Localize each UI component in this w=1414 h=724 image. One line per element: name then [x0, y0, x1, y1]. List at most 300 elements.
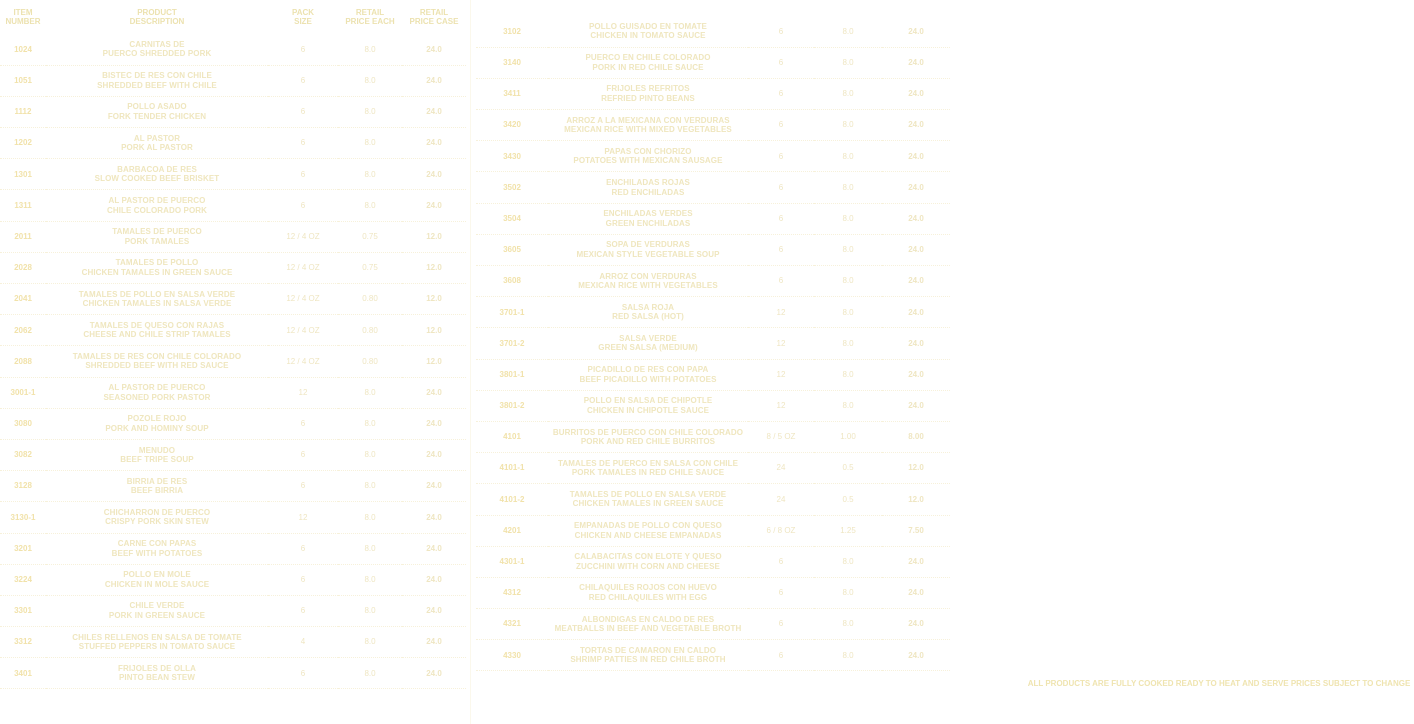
item-number: 4301-1 [476, 546, 548, 577]
product-name-spanish: TAMALES DE POLLO EN SALSA VERDE [569, 489, 727, 499]
product-name-spanish: TAMALES DE POLLO EN SALSA VERDE [78, 289, 236, 299]
pack-size: 6 [268, 159, 338, 190]
product-name-english: CHICKEN TAMALES IN GREEN SAUCE [81, 267, 233, 277]
pack-size: 6 [748, 546, 814, 577]
pack-size: 6 [268, 65, 338, 96]
left-price-table [0, 0, 466, 689]
product-name-english: REFRIED PINTO BEANS [601, 93, 695, 103]
pack-size: 4 [268, 627, 338, 658]
item-number: 4312 [476, 577, 548, 608]
price-each: 0.5 [814, 484, 882, 515]
table-row [0, 502, 466, 533]
pack-size: 6 [268, 533, 338, 564]
pack-size: 6 [748, 266, 814, 297]
product-name-english: PORK AL PASTOR [121, 143, 193, 153]
product-name-spanish: POLLO EN SALSA DE CHIPOTLE [583, 396, 713, 406]
table-row [0, 284, 466, 315]
product-name-spanish: ENCHILADAS VERDES [603, 209, 693, 219]
product-name-spanish: ARROZ A LA MEXICANA CON VERDURAS [566, 115, 730, 125]
item-number: 3140 [476, 47, 548, 78]
price-each: 8.0 [814, 640, 882, 671]
price-each: 8.0 [814, 234, 882, 265]
price-case: 24.0 [402, 96, 466, 127]
price-each: 0.75 [338, 221, 402, 252]
item-number: 3102 [476, 16, 548, 47]
table-row [476, 141, 950, 172]
product-name-spanish: ARROZ CON VERDURAS [599, 271, 697, 281]
price-case: 24.0 [882, 203, 950, 234]
product-name-spanish: BISTEC DE RES CON CHILE [102, 71, 212, 81]
product-description [548, 110, 748, 141]
price-case: 24.0 [402, 533, 466, 564]
product-name-spanish: SALSA VERDE [619, 333, 677, 343]
header-pack-size: PACK SIZE [291, 8, 315, 26]
table-row [0, 471, 466, 502]
product-name-spanish: EMPANADAS DE POLLO CON QUESO [574, 521, 722, 531]
product-description [548, 297, 748, 328]
table-row [0, 190, 466, 221]
item-number: 3128 [0, 471, 46, 502]
price-each: 8.0 [814, 110, 882, 141]
product-description [548, 359, 748, 390]
product-name-spanish: AL PASTOR DE PUERCO [108, 196, 206, 206]
pack-size: 12 / 4 OZ [268, 284, 338, 315]
price-case: 12.0 [402, 284, 466, 315]
table-row [0, 658, 466, 689]
price-each: 8.0 [338, 96, 402, 127]
price-each: 8.0 [338, 159, 402, 190]
product-name-spanish: BURRITOS DE PUERCO CON CHILE COLORADO [552, 427, 744, 437]
price-case: 7.50 [882, 515, 950, 546]
price-case: 12.0 [402, 252, 466, 283]
item-number: 1051 [0, 65, 46, 96]
table-row [476, 577, 950, 608]
price-each: 8.0 [814, 577, 882, 608]
item-number: 2088 [0, 346, 46, 377]
price-case: 24.0 [402, 34, 466, 65]
product-name-spanish: CARNITAS DE [129, 39, 185, 49]
product-description [548, 203, 748, 234]
product-name-english: STUFFED PEPPERS IN TOMATO SAUCE [78, 642, 236, 652]
price-each: 1.25 [814, 515, 882, 546]
product-description [548, 78, 748, 109]
pack-size: 6 [748, 141, 814, 172]
product-name-spanish: BARBACOA DE RES [117, 164, 197, 174]
table-row [0, 252, 466, 283]
item-number: 1311 [0, 190, 46, 221]
price-each: 0.5 [814, 453, 882, 484]
product-name-english: BEEF WITH POTATOES [111, 548, 203, 558]
product-name-spanish: CARNE CON PAPAS [117, 539, 197, 549]
price-each: 8.0 [338, 34, 402, 65]
product-description [46, 252, 268, 283]
product-description [46, 284, 268, 315]
price-each: 8.0 [338, 65, 402, 96]
right-price-table [476, 16, 950, 671]
price-each: 8.0 [338, 439, 402, 470]
price-case: 24.0 [402, 377, 466, 408]
table-row [0, 315, 466, 346]
product-name-spanish: POZOLE ROJO [127, 414, 187, 424]
pack-size: 6 [748, 172, 814, 203]
product-name-english: CHICKEN IN MOLE SAUCE [104, 579, 210, 589]
table-row [0, 34, 466, 65]
pack-size: 6 / 8 OZ [748, 515, 814, 546]
product-description [548, 640, 748, 671]
item-number: 2041 [0, 284, 46, 315]
price-each: 8.0 [814, 141, 882, 172]
price-case: 12.0 [402, 315, 466, 346]
pack-size: 24 [748, 453, 814, 484]
table-row [0, 65, 466, 96]
table-row [476, 47, 950, 78]
item-number: 3001-1 [0, 377, 46, 408]
price-each: 1.00 [814, 421, 882, 452]
product-name-english: PORK TAMALES [124, 236, 190, 246]
table-row [476, 266, 950, 297]
product-name-english: BEEF TRIPE SOUP [120, 455, 194, 465]
product-name-spanish: BIRRIA DE RES [126, 476, 188, 486]
price-each: 8.0 [814, 203, 882, 234]
product-description [548, 234, 748, 265]
item-number: 3312 [0, 627, 46, 658]
item-number: 4330 [476, 640, 548, 671]
product-description [548, 16, 748, 47]
item-number: 2028 [0, 252, 46, 283]
pack-size: 6 [268, 408, 338, 439]
price-case: 24.0 [882, 47, 950, 78]
product-name-english: CHICKEN IN TOMATO SAUCE [590, 31, 706, 41]
pack-size: 12 [748, 328, 814, 359]
price-case: 24.0 [402, 159, 466, 190]
table-row [0, 627, 466, 658]
header-retail-price-each: RETAIL PRICE EACH [345, 8, 395, 26]
item-number: 3605 [476, 234, 548, 265]
item-number: 3608 [476, 266, 548, 297]
item-number: 3301 [0, 595, 46, 626]
price-case: 24.0 [402, 658, 466, 689]
header-retail-price-case: RETAIL PRICE CASE [409, 8, 459, 26]
pack-size: 12 / 4 OZ [268, 315, 338, 346]
product-name-english: GREEN ENCHILADAS [605, 218, 691, 228]
product-name-english: CHICKEN TAMALES IN GREEN SAUCE [572, 499, 724, 509]
item-number: 3420 [476, 110, 548, 141]
item-number: 3502 [476, 172, 548, 203]
product-name-spanish: FRIJOLES REFRITOS [606, 84, 690, 94]
table-row [0, 533, 466, 564]
pack-size: 12 / 4 OZ [268, 346, 338, 377]
product-name-spanish: FRIJOLES DE OLLA [117, 663, 197, 673]
table-row [476, 16, 950, 47]
price-case: 24.0 [882, 390, 950, 421]
product-description [548, 172, 748, 203]
price-each: 8.0 [814, 546, 882, 577]
pack-size: 24 [748, 484, 814, 515]
product-name-english: SLOW COOKED BEEF BRISKET [94, 174, 220, 184]
item-number: 3411 [476, 78, 548, 109]
table-row [0, 96, 466, 127]
product-description [548, 266, 748, 297]
product-description [46, 346, 268, 377]
product-name-spanish: CHILAQUILES ROJOS CON HUEVO [579, 583, 717, 593]
pack-size: 6 [748, 47, 814, 78]
price-case: 12.0 [882, 484, 950, 515]
product-description [46, 471, 268, 502]
product-name-english: PORK AND RED CHILE BURRITOS [580, 437, 716, 447]
price-case: 12.0 [402, 221, 466, 252]
item-number: 2011 [0, 221, 46, 252]
product-name-spanish: SOPA DE VERDURAS [606, 240, 690, 250]
table-row [476, 203, 950, 234]
product-description [46, 627, 268, 658]
table-row [476, 484, 950, 515]
item-number: 1024 [0, 34, 46, 65]
price-case: 24.0 [882, 328, 950, 359]
pack-size: 6 [268, 564, 338, 595]
product-description [46, 128, 268, 159]
header-product-description: PRODUCT DESCRIPTION [129, 8, 185, 26]
pack-size: 6 [748, 640, 814, 671]
table-row [476, 78, 950, 109]
price-case: 24.0 [402, 408, 466, 439]
item-number: 3401 [0, 658, 46, 689]
product-name-spanish: CALABACITAS CON ELOTE Y QUESO [574, 552, 722, 562]
price-each: 8.0 [338, 658, 402, 689]
product-name-spanish: CHICHARRON DE PUERCO [103, 507, 211, 517]
price-each: 8.0 [814, 328, 882, 359]
product-name-english: FORK TENDER CHICKEN [107, 111, 207, 121]
product-name-english: MEXICAN STYLE VEGETABLE SOUP [576, 249, 720, 259]
product-description [548, 421, 748, 452]
product-name-spanish: TAMALES DE QUESO CON RAJAS [89, 320, 225, 330]
price-case: 24.0 [882, 609, 950, 640]
table-row [476, 546, 950, 577]
item-number: 4101-2 [476, 484, 548, 515]
product-description [46, 408, 268, 439]
item-number: 1301 [0, 159, 46, 190]
product-description [548, 453, 748, 484]
item-number: 3801-1 [476, 359, 548, 390]
item-number: 3801-2 [476, 390, 548, 421]
table-row [476, 421, 950, 452]
item-number: 3201 [0, 533, 46, 564]
product-name-english: GREEN SALSA (MEDIUM) [598, 343, 698, 353]
pack-size: 12 [268, 502, 338, 533]
product-name-spanish: MENUDO [138, 445, 176, 455]
price-each: 8.0 [338, 564, 402, 595]
pack-size: 6 [748, 110, 814, 141]
product-name-spanish: TAMALES DE PUERCO [112, 227, 202, 237]
product-name-english: SHREDDED BEEF WITH RED SAUCE [85, 361, 229, 371]
item-number: 3224 [0, 564, 46, 595]
table-row [476, 110, 950, 141]
price-each: 0.80 [338, 284, 402, 315]
pack-size: 12 [748, 297, 814, 328]
product-description [548, 328, 748, 359]
product-name-english: ZUCCHINI WITH CORN AND CHEESE [576, 561, 720, 571]
price-each: 8.0 [814, 266, 882, 297]
pack-size: 6 [268, 471, 338, 502]
price-case: 12.0 [882, 453, 950, 484]
table-row [0, 564, 466, 595]
price-case: 24.0 [882, 359, 950, 390]
price-case: 24.0 [882, 234, 950, 265]
table-row [476, 640, 950, 671]
footer-note: ALL PRODUCTS ARE FULLY COOKED READY TO HEAT AND SERVE PRICES SUBJECT TO CHANGE [1027, 679, 1411, 688]
right-price-list [476, 0, 1411, 724]
table-row [476, 234, 950, 265]
price-case: 24.0 [402, 471, 466, 502]
pack-size: 6 [748, 203, 814, 234]
product-description [46, 159, 268, 190]
price-each: 8.0 [338, 595, 402, 626]
product-name-spanish: TORTAS DE CAMARON EN CALDO [579, 645, 717, 655]
table-row [0, 128, 466, 159]
product-name-english: PUERCO SHREDDED PORK [102, 49, 212, 59]
product-name-english: CRISPY PORK SKIN STEW [105, 517, 209, 527]
product-name-spanish: ENCHILADAS ROJAS [606, 178, 690, 188]
product-description [548, 546, 748, 577]
price-case: 24.0 [882, 266, 950, 297]
product-name-english: PORK AND HOMINY SOUP [105, 423, 209, 433]
price-each: 8.0 [814, 172, 882, 203]
pack-size: 6 [268, 595, 338, 626]
product-name-spanish: TAMALES DE RES CON CHILE COLORADO [72, 351, 242, 361]
price-case: 24.0 [402, 128, 466, 159]
product-name-english: CHICKEN IN CHIPOTLE SAUCE [586, 405, 710, 415]
item-number: 4101 [476, 421, 548, 452]
product-name-spanish: SALSA ROJA [621, 302, 675, 312]
price-each: 8.0 [814, 297, 882, 328]
product-name-spanish: AL PASTOR [133, 133, 181, 143]
table-row [0, 595, 466, 626]
price-each: 8.0 [814, 609, 882, 640]
product-name-spanish: TAMALES DE POLLO [115, 258, 199, 268]
price-each: 8.0 [338, 627, 402, 658]
price-each: 8.0 [338, 408, 402, 439]
price-case: 24.0 [402, 502, 466, 533]
product-name-english: RED SALSA (HOT) [612, 312, 684, 322]
item-number: 1202 [0, 128, 46, 159]
item-number: 3082 [0, 439, 46, 470]
price-case: 24.0 [402, 564, 466, 595]
product-name-english: PORK IN GREEN SAUCE [108, 610, 206, 620]
price-each: 0.75 [338, 252, 402, 283]
price-case: 24.0 [882, 110, 950, 141]
product-name-english: POTATOES WITH MEXICAN SAUSAGE [573, 156, 723, 166]
price-each: 8.0 [814, 78, 882, 109]
table-row [476, 172, 950, 203]
product-name-english: PINTO BEAN STEW [118, 673, 196, 683]
product-name-english: BEEF PICADILLO WITH POTATOES [579, 374, 717, 384]
pack-size: 12 / 4 OZ [268, 221, 338, 252]
pack-size: 6 [268, 190, 338, 221]
product-description [46, 65, 268, 96]
product-name-spanish: CHILE VERDE [129, 601, 185, 611]
price-each: 8.0 [338, 471, 402, 502]
product-description [46, 502, 268, 533]
table-row [476, 359, 950, 390]
product-name-spanish: ALBONDIGAS EN CALDO DE RES [581, 614, 715, 624]
item-number: 4201 [476, 515, 548, 546]
product-name-english: MEXICAN RICE WITH MIXED VEGETABLES [564, 125, 732, 135]
price-each: 8.0 [338, 502, 402, 533]
product-description [46, 377, 268, 408]
product-description [46, 564, 268, 595]
pack-size: 6 [748, 577, 814, 608]
table-row [0, 377, 466, 408]
product-description [46, 34, 268, 65]
product-description [46, 533, 268, 564]
table-row [0, 346, 466, 377]
product-name-spanish: PUERCO EN CHILE COLORADO [585, 53, 711, 63]
product-name-english: SHRIMP PATTIES IN RED CHILE BROTH [570, 655, 726, 665]
table-row [0, 159, 466, 190]
price-case: 24.0 [882, 640, 950, 671]
product-name-english: CHEESE AND CHILE STRIP TAMALES [83, 330, 231, 340]
price-each: 8.0 [338, 190, 402, 221]
price-each: 8.0 [814, 16, 882, 47]
price-case: 24.0 [882, 141, 950, 172]
price-case: 24.0 [402, 439, 466, 470]
product-description [46, 96, 268, 127]
product-description [46, 439, 268, 470]
product-name-spanish: PICADILLO DE RES CON PAPA [587, 365, 709, 375]
price-case: 24.0 [402, 190, 466, 221]
item-number: 3430 [476, 141, 548, 172]
product-description [548, 515, 748, 546]
pack-size: 6 [268, 128, 338, 159]
pack-size: 6 [748, 234, 814, 265]
product-name-english: CHICKEN AND CHEESE EMPANADAS [574, 530, 722, 540]
price-case: 24.0 [882, 172, 950, 203]
pack-size: 12 [748, 390, 814, 421]
price-each: 8.0 [814, 359, 882, 390]
item-number: 4101-1 [476, 453, 548, 484]
product-description [46, 595, 268, 626]
product-name-english: SHREDDED BEEF WITH CHILE [97, 80, 217, 90]
table-row [476, 297, 950, 328]
price-each: 8.0 [338, 533, 402, 564]
table-row [0, 439, 466, 470]
price-each: 0.80 [338, 315, 402, 346]
table-row [0, 408, 466, 439]
pack-size: 6 [748, 16, 814, 47]
price-case: 8.00 [882, 421, 950, 452]
price-case: 24.0 [882, 16, 950, 47]
price-case: 24.0 [882, 78, 950, 109]
table-row [476, 390, 950, 421]
product-name-english: CHICKEN TAMALES IN SALSA VERDE [82, 299, 232, 309]
price-case: 24.0 [882, 297, 950, 328]
left-header-row [0, 0, 466, 34]
left-price-list [0, 0, 466, 724]
table-row [476, 328, 950, 359]
pack-size: 6 [268, 34, 338, 65]
panel-divider [470, 0, 471, 724]
price-case: 12.0 [402, 346, 466, 377]
pack-size: 6 [268, 96, 338, 127]
pack-size: 8 / 5 OZ [748, 421, 814, 452]
product-name-spanish: PAPAS CON CHORIZO [604, 146, 692, 156]
product-name-spanish: CHILES RELLENOS EN SALSA DE TOMATE [72, 632, 242, 642]
price-each: 8.0 [814, 390, 882, 421]
product-description [548, 47, 748, 78]
product-name-english: SEASONED PORK PASTOR [103, 392, 211, 402]
product-description [46, 658, 268, 689]
item-number: 4321 [476, 609, 548, 640]
product-description [548, 141, 748, 172]
